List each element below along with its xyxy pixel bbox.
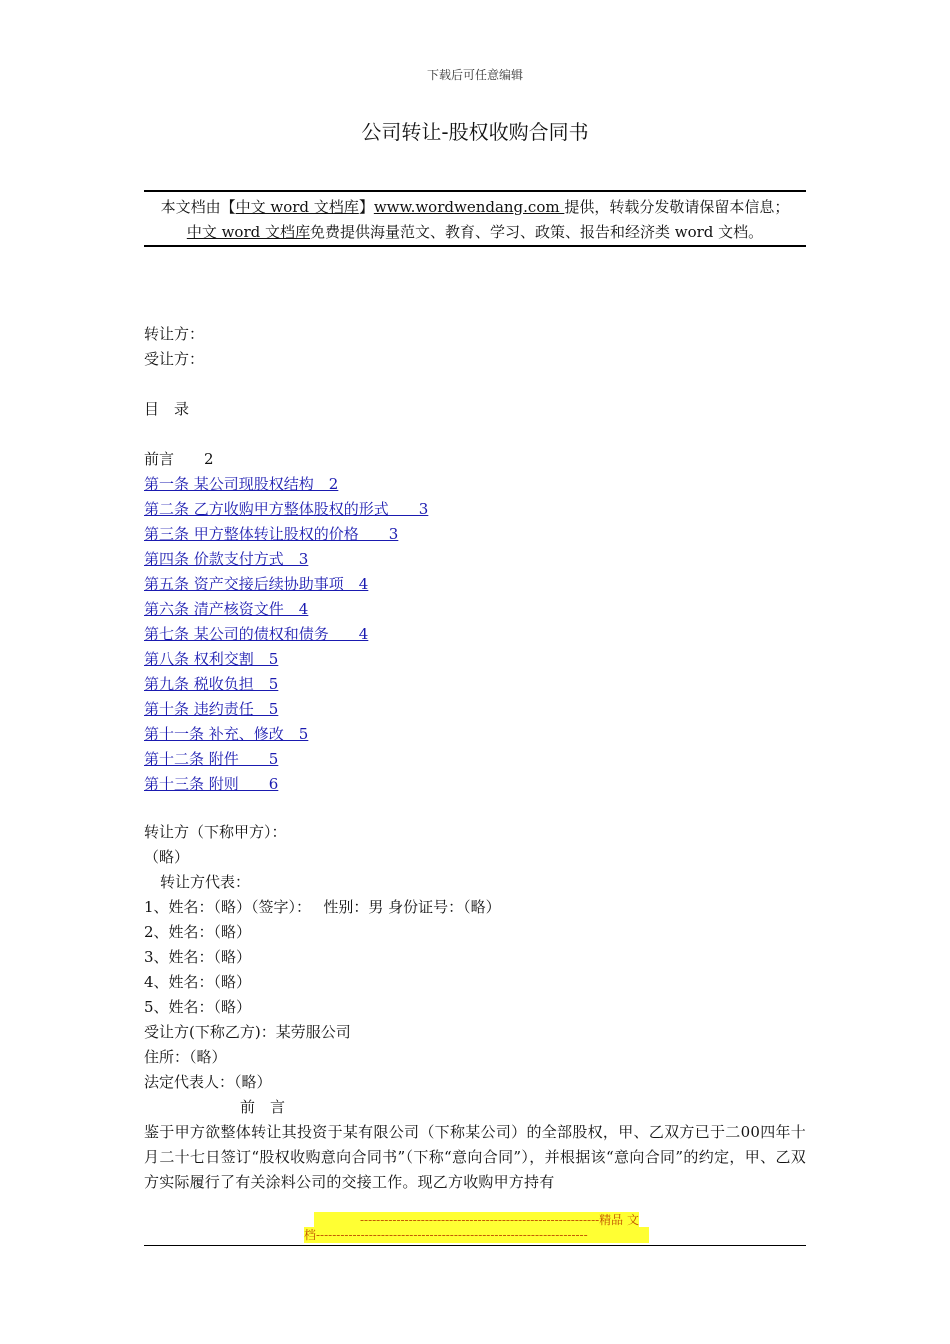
banner-text: 免费提供海量范文、教育、学习、政策、报告和经济类 word 文档。	[310, 223, 764, 241]
toc-item[interactable]: 第四条 价款支付方式 3	[144, 550, 309, 568]
toc-item[interactable]: 第十二条 附件 5	[144, 750, 279, 768]
top-note: 下载后可任意编辑	[426, 68, 523, 82]
banner-text: 提供，转载分发敬请保留本信息；	[564, 198, 790, 216]
toc-heading: 目 录	[144, 400, 190, 418]
banner-text: 本文档由【	[160, 198, 236, 216]
banner-link-library-2[interactable]: 中文 word 文档库	[186, 223, 310, 241]
banner-link-library[interactable]: 中文 word 文档库	[235, 198, 359, 216]
body-line: 受让方(下称乙方)：某劳服公司	[144, 1023, 351, 1041]
body-line: 住所：（略）	[144, 1048, 227, 1066]
body-line: 法定代表人：（略）	[144, 1073, 272, 1091]
toc-spacer	[144, 422, 806, 447]
banner-line-2	[144, 220, 806, 245]
preface-paragraph: 鉴于甲方欲整体转让其投资于某有限公司（下称某公司）的全部股权，甲、乙双方已于二00四年十月二十七日签订“股权收购意向合同书”（下称“意向合同”），并根据该“意向合同”的约定，甲、乙双方实际履行了有关涂料公司的交接工作。现乙方收购甲方持有	[144, 1123, 806, 1191]
table-of-contents	[144, 397, 806, 797]
banner-text: 】	[358, 198, 374, 216]
footer-highlight-line-2: 档-------------------------------------------------------------------	[304, 1227, 649, 1243]
toc-item[interactable]: 第八条 权利交割 5	[144, 650, 279, 668]
body-line: （略）	[144, 848, 190, 866]
banner-link-website[interactable]: www.wordwendang.com	[373, 198, 565, 216]
parties-block	[144, 322, 806, 372]
transferee-label: 受让方：	[144, 350, 205, 368]
footer-highlight-line-1: -----------------------------------------------------------精品 文	[314, 1212, 639, 1228]
toc-item[interactable]: 第二条 乙方收购甲方整体股权的形式 3	[144, 500, 429, 518]
source-banner	[144, 190, 806, 247]
document-title: 公司转让-股权收购合同书	[361, 120, 589, 144]
toc-item[interactable]: 第九条 税收负担 5	[144, 675, 279, 693]
toc-item[interactable]: 第七条 某公司的债权和债务 4	[144, 625, 369, 643]
toc-item[interactable]: 第五条 资产交接后续协助事项 4	[144, 575, 369, 593]
toc-item[interactable]: 第十一条 补充、修改 5	[144, 725, 309, 743]
body-line: 3、姓名：（略）	[144, 948, 252, 966]
body-line: 转让方（下称甲方）：	[144, 823, 287, 841]
body-line: 1、姓名：（略）（签字）： 性别：男 身份证号：（略）	[144, 898, 501, 916]
body-line: 5、姓名：（略）	[144, 998, 252, 1016]
body-line: 2、姓名：（略）	[144, 923, 252, 941]
banner-line-1	[144, 195, 806, 220]
page-footer	[144, 1210, 806, 1246]
toc-item[interactable]: 第一条 某公司现股权结构 2	[144, 475, 339, 493]
toc-preface: 前言 2	[144, 450, 214, 468]
preface-heading: 前 言	[240, 1098, 286, 1116]
body-line: 4、姓名：（略）	[144, 973, 252, 991]
toc-item[interactable]: 第十三条 附则 6	[144, 775, 279, 793]
toc-item[interactable]: 第十条 违约责任 5	[144, 700, 279, 718]
toc-item[interactable]: 第三条 甲方整体转让股权的价格 3	[144, 525, 399, 543]
body-line: 转让方代表：	[160, 873, 251, 891]
toc-item[interactable]: 第六条 清产核资文件 4	[144, 600, 309, 618]
contract-body	[144, 820, 806, 1195]
transferor-label: 转让方：	[144, 325, 205, 343]
